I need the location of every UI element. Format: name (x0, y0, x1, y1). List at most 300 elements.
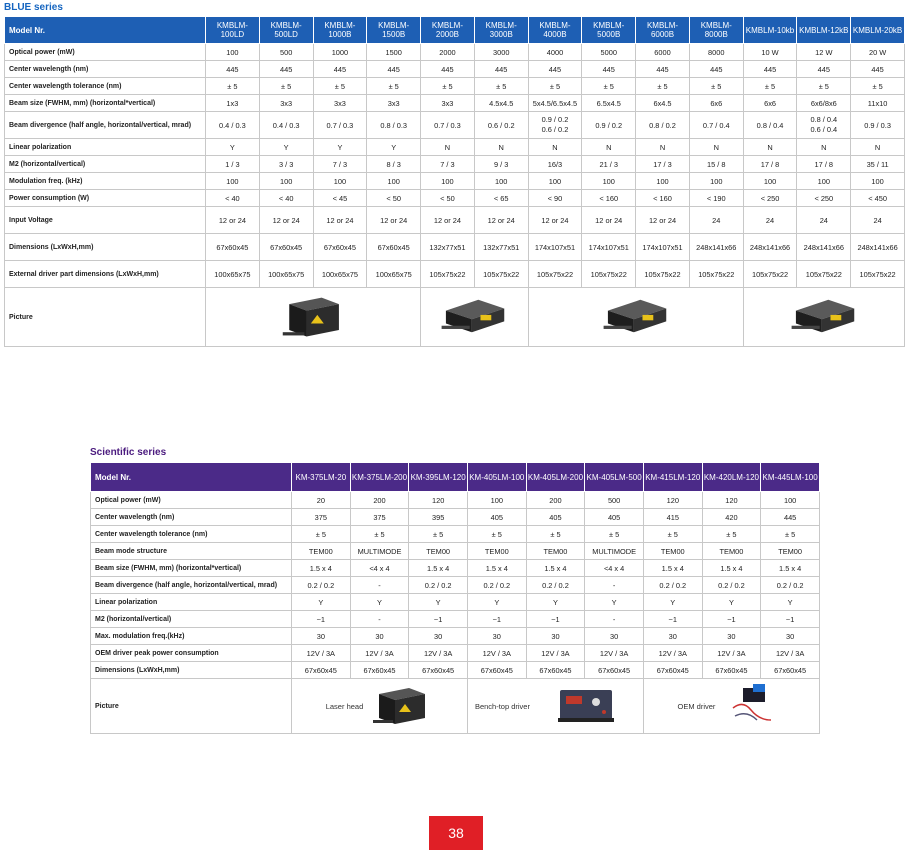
scientific-spec-cell: 30 (409, 628, 468, 645)
scientific-spec-cell: 0.2 / 0.2 (526, 577, 585, 594)
blue-row-label: Beam divergence (half angle, horizontal/vertical, mrad) (5, 112, 206, 139)
blue-spec-cell: 0.9 / 0.3 (851, 112, 905, 139)
scientific-spec-row (91, 560, 820, 577)
blue-spec-cell: 17 / 8 (743, 156, 797, 173)
scientific-spec-cell: 30 (761, 628, 820, 645)
blue-spec-cell: 12 or 24 (313, 207, 367, 234)
scientific-spec-cell: TEM00 (467, 543, 526, 560)
scientific-spec-cell: 20 (292, 492, 351, 509)
blue-spec-cell: N (421, 139, 475, 156)
blue-spec-cell: 2000 (421, 44, 475, 61)
scientific-spec-cell: 445 (761, 509, 820, 526)
scientific-model-header: KM-405LM-500 (585, 463, 644, 492)
blue-spec-cell: 6x6 (689, 95, 743, 112)
scientific-spec-row (91, 492, 820, 509)
blue-spec-cell: 5000 (582, 44, 636, 61)
blue-spec-cell: 100 (474, 173, 528, 190)
scientific-spec-cell: 30 (350, 628, 409, 645)
blue-spec-cell: 0.8 / 0.4 (743, 112, 797, 139)
blue-spec-cell: 105x75x22 (851, 261, 905, 288)
scientific-row-label: Max. modulation freq.(kHz) (91, 628, 292, 645)
bench-top-image (536, 680, 636, 732)
blue-spec-cell: 105x75x22 (797, 261, 851, 288)
blue-spec-cell: 5x4.5/6.5x4.5 (528, 95, 582, 112)
scientific-spec-cell: 100 (467, 492, 526, 509)
blue-model-header: KMBLM-1000B (313, 17, 367, 44)
blue-spec-cell: 67x60x45 (367, 234, 421, 261)
scientific-spec-cell: 120 (702, 492, 761, 509)
scientific-row-label: Center wavelength (nm) (91, 509, 292, 526)
scientific-model-header: KM-405LM-100 (467, 463, 526, 492)
blue-spec-row (5, 190, 905, 207)
blue-spec-cell: < 65 (474, 190, 528, 207)
blue-spec-cell: 100 (582, 173, 636, 190)
blue-spec-row (5, 261, 905, 288)
scientific-model-header: KM-405LM-200 (526, 463, 585, 492)
blue-spec-cell: ± 5 (851, 78, 905, 95)
blue-spec-cell: 105x75x22 (528, 261, 582, 288)
scientific-spec-cell: 67x60x45 (526, 662, 585, 679)
blue-spec-cell: 24 (797, 207, 851, 234)
scientific-spec-cell: 30 (585, 628, 644, 645)
scientific-spec-cell: 405 (526, 509, 585, 526)
scientific-spec-row (91, 594, 820, 611)
blue-spec-cell: < 160 (582, 190, 636, 207)
blue-spec-cell: < 50 (421, 190, 475, 207)
blue-spec-cell: 445 (797, 61, 851, 78)
blue-spec-cell: 500 (259, 44, 313, 61)
blue-spec-cell: 67x60x45 (206, 234, 260, 261)
blue-spec-cell: 1500 (367, 44, 421, 61)
blue-model-header: KMBLM-20kB (851, 17, 905, 44)
scientific-spec-cell: ~1 (702, 611, 761, 628)
blue-spec-cell: 12 or 24 (259, 207, 313, 234)
scientific-spec-cell: 120 (409, 492, 468, 509)
scientific-spec-cell: 67x60x45 (643, 662, 702, 679)
scientific-spec-cell: 200 (350, 492, 409, 509)
blue-spec-cell: < 160 (636, 190, 690, 207)
blue-spec-cell: 100 (797, 173, 851, 190)
blue-spec-cell: 174x107x51 (636, 234, 690, 261)
blue-spec-cell: 6.5x4.5 (582, 95, 636, 112)
blue-spec-cell: 0.8 / 0.4 0.6 / 0.4 (797, 112, 851, 139)
blue-spec-cell: 100 (743, 173, 797, 190)
scientific-spec-cell: ± 5 (292, 526, 351, 543)
scientific-model-header: KM-375LM-200 (350, 463, 409, 492)
blue-spec-cell: 174x107x51 (582, 234, 636, 261)
scientific-spec-cell: 12V / 3A (292, 645, 351, 662)
blue-spec-cell: 248x141x66 (851, 234, 905, 261)
blue-spec-cell: 35 / 11 (851, 156, 905, 173)
scientific-spec-cell: MULTIMODE (585, 543, 644, 560)
scientific-spec-cell: 30 (643, 628, 702, 645)
blue-spec-cell: 248x141x66 (743, 234, 797, 261)
blue-spec-cell: 3000 (474, 44, 528, 61)
blue-spec-cell: 445 (421, 61, 475, 78)
blue-spec-cell: 100 (851, 173, 905, 190)
blue-spec-cell: 105x75x22 (474, 261, 528, 288)
scientific-spec-cell: 1.5 x 4 (292, 560, 351, 577)
scientific-spec-cell: ~1 (292, 611, 351, 628)
blue-model-header: KMBLM-8000B (689, 17, 743, 44)
blue-spec-cell: 24 (743, 207, 797, 234)
oem-image (721, 680, 785, 732)
blue-spec-row (5, 234, 905, 261)
scientific-spec-cell: 67x60x45 (350, 662, 409, 679)
blue-row-label: Center wavelength (nm) (5, 61, 206, 78)
scientific-spec-cell: 30 (292, 628, 351, 645)
scientific-spec-row (91, 628, 820, 645)
blue-spec-cell: ± 5 (636, 78, 690, 95)
blue-spec-cell: ± 5 (689, 78, 743, 95)
blue-spec-cell: 100x65x75 (206, 261, 260, 288)
blue-spec-row (5, 139, 905, 156)
scientific-spec-cell: 375 (292, 509, 351, 526)
blue-spec-cell: 7 / 3 (313, 156, 367, 173)
scientific-spec-cell: 67x60x45 (467, 662, 526, 679)
blue-spec-cell: 12 or 24 (636, 207, 690, 234)
scientific-spec-cell: 67x60x45 (292, 662, 351, 679)
blue-spec-row (5, 112, 905, 139)
blue-spec-cell: 105x75x22 (636, 261, 690, 288)
blue-spec-cell: 1x3 (206, 95, 260, 112)
laser-module-image (278, 289, 348, 345)
scientific-spec-cell: - (585, 611, 644, 628)
blue-spec-row (5, 207, 905, 234)
blue-spec-cell: N (636, 139, 690, 156)
blue-spec-cell: 0.7 / 0.3 (313, 112, 367, 139)
scientific-spec-cell: ~1 (409, 611, 468, 628)
blue-spec-cell: 12 W (797, 44, 851, 61)
blue-spec-cell: 105x75x22 (421, 261, 475, 288)
blue-spec-cell: 248x141x66 (689, 234, 743, 261)
blue-model-header: KMBLM-2000B (421, 17, 475, 44)
scientific-spec-cell: 415 (643, 509, 702, 526)
scientific-picture-bench_top (467, 679, 643, 734)
blue-spec-cell: 0.7 / 0.4 (689, 112, 743, 139)
scientific-spec-row (91, 611, 820, 628)
blue-spec-cell: 9 / 3 (474, 156, 528, 173)
blue-spec-cell: 445 (636, 61, 690, 78)
scientific-spec-cell: ± 5 (761, 526, 820, 543)
scientific-spec-cell: TEM00 (409, 543, 468, 560)
scientific-model-header: KM-445LM-100 (761, 463, 820, 492)
scientific-spec-cell: 12V / 3A (702, 645, 761, 662)
blue-spec-cell: 8 / 3 (367, 156, 421, 173)
laser-module-image (789, 289, 859, 345)
blue-spec-cell: < 190 (689, 190, 743, 207)
blue-row-label: Center wavelength tolerance (nm) (5, 78, 206, 95)
scientific-spec-cell: 120 (643, 492, 702, 509)
blue-spec-cell: 105x75x22 (743, 261, 797, 288)
scientific-spec-cell: 12V / 3A (526, 645, 585, 662)
blue-spec-cell: < 250 (743, 190, 797, 207)
scientific-spec-cell: 405 (467, 509, 526, 526)
blue-spec-cell: 3x3 (421, 95, 475, 112)
scientific-spec-cell: ± 5 (350, 526, 409, 543)
laser-head-image (369, 680, 433, 732)
blue-spec-cell: ± 5 (259, 78, 313, 95)
blue-model-header: KMBLM-4000B (528, 17, 582, 44)
scientific-spec-cell: ~1 (761, 611, 820, 628)
blue-spec-cell: 132x77x51 (474, 234, 528, 261)
blue-product-picture (743, 288, 904, 347)
blue-spec-cell: 445 (474, 61, 528, 78)
blue-spec-row (5, 173, 905, 190)
scientific-spec-row (91, 509, 820, 526)
scientific-spec-cell: Y (526, 594, 585, 611)
blue-spec-cell: 100 (259, 173, 313, 190)
blue-spec-cell: 12 or 24 (582, 207, 636, 234)
scientific-spec-cell: - (350, 611, 409, 628)
blue-spec-cell: N (797, 139, 851, 156)
scientific-spec-cell: 0.2 / 0.2 (292, 577, 351, 594)
scientific-row-label: Dimensions (LxWxH,mm) (91, 662, 292, 679)
scientific-spec-cell: 67x60x45 (702, 662, 761, 679)
scientific-spec-cell: 30 (702, 628, 761, 645)
blue-spec-cell: < 50 (367, 190, 421, 207)
scientific-row-label: M2 (horizontal/vertical) (91, 611, 292, 628)
scientific-model-header: KM-415LM-120 (643, 463, 702, 492)
blue-spec-cell: 445 (528, 61, 582, 78)
scientific-spec-cell: Y (585, 594, 644, 611)
blue-spec-cell: Y (313, 139, 367, 156)
blue-row-label: Beam size (FWHM, mm) (horizontal*vertical) (5, 95, 206, 112)
scientific-spec-cell: 0.2 / 0.2 (409, 577, 468, 594)
blue-header-row (5, 17, 905, 44)
scientific-spec-row (91, 543, 820, 560)
blue-spec-cell: 100 (636, 173, 690, 190)
bench-top-caption: Bench-top driver (474, 701, 530, 711)
scientific-spec-cell: 405 (585, 509, 644, 526)
blue-spec-cell: N (474, 139, 528, 156)
blue-spec-row (5, 78, 905, 95)
blue-spec-cell: 11x10 (851, 95, 905, 112)
blue-spec-cell: 21 / 3 (582, 156, 636, 173)
blue-spec-cell: 3 / 3 (259, 156, 313, 173)
scientific-model-header: KM-375LM-20 (292, 463, 351, 492)
blue-spec-cell: 6x6/8x6 (797, 95, 851, 112)
blue-picture-row (5, 288, 905, 347)
scientific-spec-cell: Y (643, 594, 702, 611)
scientific-spec-cell: 395 (409, 509, 468, 526)
scientific-spec-cell: ~1 (643, 611, 702, 628)
blue-spec-cell: 100 (689, 173, 743, 190)
scientific-row-label: Beam mode structure (91, 543, 292, 560)
blue-series-title: BLUE series (4, 2, 63, 13)
scientific-row-label: Center wavelength tolerance (nm) (91, 526, 292, 543)
scientific-series-table (90, 462, 820, 734)
blue-spec-cell: 7 / 3 (421, 156, 475, 173)
scientific-spec-cell: 67x60x45 (585, 662, 644, 679)
blue-spec-cell: 0.8 / 0.3 (367, 112, 421, 139)
blue-spec-cell: 100x65x75 (367, 261, 421, 288)
scientific-model-header: KM-395LM-120 (409, 463, 468, 492)
blue-spec-cell: 67x60x45 (313, 234, 367, 261)
blue-spec-cell: 3x3 (259, 95, 313, 112)
blue-series-table (4, 16, 905, 347)
blue-spec-cell: 100 (421, 173, 475, 190)
scientific-spec-cell: 67x60x45 (409, 662, 468, 679)
blue-spec-cell: 6x6 (743, 95, 797, 112)
blue-product-picture (528, 288, 743, 347)
blue-spec-cell: 24 (689, 207, 743, 234)
blue-spec-cell: 0.4 / 0.3 (206, 112, 260, 139)
blue-spec-cell: < 250 (797, 190, 851, 207)
scientific-spec-cell: 30 (526, 628, 585, 645)
blue-spec-cell: 17 / 3 (636, 156, 690, 173)
scientific-picture-laser_head (292, 679, 468, 734)
blue-product-picture (421, 288, 529, 347)
oem-caption: OEM driver (677, 701, 716, 711)
blue-model-header: KMBLM-100LD (206, 17, 260, 44)
scientific-spec-cell: 12V / 3A (350, 645, 409, 662)
blue-spec-cell: Y (367, 139, 421, 156)
scientific-spec-cell: 100 (761, 492, 820, 509)
scientific-spec-cell: 0.2 / 0.2 (761, 577, 820, 594)
scientific-spec-cell: Y (292, 594, 351, 611)
scientific-spec-row (91, 662, 820, 679)
scientific-row-label: OEM driver peak power consumption (91, 645, 292, 662)
scientific-spec-cell: Y (409, 594, 468, 611)
blue-spec-cell: 3x3 (367, 95, 421, 112)
page-number: 38 (429, 816, 483, 850)
scientific-spec-cell: 1.5 x 4 (761, 560, 820, 577)
blue-spec-cell: 445 (206, 61, 260, 78)
blue-spec-cell: < 450 (851, 190, 905, 207)
blue-model-header: KMBLM-1500B (367, 17, 421, 44)
blue-spec-cell: 4.5x4.5 (474, 95, 528, 112)
scientific-spec-cell: 1.5 x 4 (643, 560, 702, 577)
scientific-spec-row (91, 526, 820, 543)
blue-spec-cell: 445 (582, 61, 636, 78)
blue-model-header: KMBLM-500LD (259, 17, 313, 44)
scientific-spec-cell: 1.5 x 4 (467, 560, 526, 577)
scientific-row-label: Beam size (FWHM, mm) (horizontal*vertical) (91, 560, 292, 577)
blue-model-header: KMBLM-5000B (582, 17, 636, 44)
blue-spec-cell: 67x60x45 (259, 234, 313, 261)
blue-spec-cell: ± 5 (206, 78, 260, 95)
blue-spec-cell: 12 or 24 (206, 207, 260, 234)
blue-spec-cell: ± 5 (421, 78, 475, 95)
scientific-picture-oem (643, 679, 819, 734)
blue-spec-cell: 1000 (313, 44, 367, 61)
blue-spec-cell: < 40 (259, 190, 313, 207)
blue-picture-label: Picture (5, 288, 206, 347)
scientific-spec-row (91, 577, 820, 594)
blue-row-label: Linear polarization (5, 139, 206, 156)
blue-spec-cell: N (743, 139, 797, 156)
scientific-spec-cell: TEM00 (702, 543, 761, 560)
scientific-picture-label: Picture (91, 679, 292, 734)
blue-spec-cell: N (528, 139, 582, 156)
blue-row-label: Optical power (mW) (5, 44, 206, 61)
scientific-spec-cell: 12V / 3A (761, 645, 820, 662)
scientific-spec-cell: ± 5 (467, 526, 526, 543)
blue-spec-cell: 100x65x75 (313, 261, 367, 288)
scientific-spec-cell: ~1 (467, 611, 526, 628)
laser-module-image (439, 289, 509, 345)
blue-spec-cell: ± 5 (313, 78, 367, 95)
blue-spec-cell: 0.7 / 0.3 (421, 112, 475, 139)
scientific-spec-cell: 1.5 x 4 (409, 560, 468, 577)
blue-spec-cell: ± 5 (743, 78, 797, 95)
blue-product-picture (206, 288, 421, 347)
scientific-spec-cell: <4 x 4 (350, 560, 409, 577)
blue-row-label: M2 (horizontal/vertical) (5, 156, 206, 173)
blue-spec-cell: 100x65x75 (259, 261, 313, 288)
blue-spec-cell: 0.9 / 0.2 0.6 / 0.2 (528, 112, 582, 139)
blue-spec-cell: ± 5 (474, 78, 528, 95)
scientific-spec-cell: - (350, 577, 409, 594)
laser-module-image (601, 289, 671, 345)
blue-row-label: Power consumption (W) (5, 190, 206, 207)
scientific-spec-cell: 200 (526, 492, 585, 509)
blue-spec-row (5, 156, 905, 173)
scientific-spec-cell: ± 5 (702, 526, 761, 543)
scientific-spec-cell: 67x60x45 (761, 662, 820, 679)
blue-spec-cell: 132x77x51 (421, 234, 475, 261)
scientific-spec-cell: ~1 (526, 611, 585, 628)
blue-spec-cell: Y (206, 139, 260, 156)
blue-spec-cell: 16/3 (528, 156, 582, 173)
blue-spec-cell: 0.6 / 0.2 (474, 112, 528, 139)
scientific-spec-cell: 30 (467, 628, 526, 645)
blue-spec-cell: 6000 (636, 44, 690, 61)
scientific-model-header: KM-420LM-120 (702, 463, 761, 492)
blue-spec-cell: 445 (851, 61, 905, 78)
scientific-spec-cell: 1.5 x 4 (526, 560, 585, 577)
scientific-spec-cell: TEM00 (643, 543, 702, 560)
blue-spec-cell: N (582, 139, 636, 156)
blue-spec-cell: 445 (743, 61, 797, 78)
blue-spec-cell: 445 (689, 61, 743, 78)
blue-spec-cell: 4000 (528, 44, 582, 61)
blue-spec-cell: 100 (528, 173, 582, 190)
scientific-spec-cell: 12V / 3A (467, 645, 526, 662)
blue-model-header: KMBLM-6000B (636, 17, 690, 44)
scientific-row-label: Optical power (mW) (91, 492, 292, 509)
blue-row-label: Modulation freq. (kHz) (5, 173, 206, 190)
blue-model-header: KMBLM-3000B (474, 17, 528, 44)
blue-spec-cell: 12 or 24 (367, 207, 421, 234)
blue-spec-cell: 12 or 24 (474, 207, 528, 234)
blue-spec-cell: 174x107x51 (528, 234, 582, 261)
scientific-picture-row (91, 679, 820, 734)
scientific-row-label: Linear polarization (91, 594, 292, 611)
scientific-spec-cell: 375 (350, 509, 409, 526)
blue-row-label: External driver part dimensions (LxWxH,mm) (5, 261, 206, 288)
blue-spec-cell: N (851, 139, 905, 156)
scientific-spec-cell: 1.5 x 4 (702, 560, 761, 577)
scientific-spec-cell: 12V / 3A (585, 645, 644, 662)
blue-spec-cell: Y (259, 139, 313, 156)
scientific-spec-cell: TEM00 (526, 543, 585, 560)
blue-spec-cell: 105x75x22 (689, 261, 743, 288)
scientific-row-label: Beam divergence (half angle, horizontal/vertical, mrad) (91, 577, 292, 594)
blue-spec-cell: 12 or 24 (528, 207, 582, 234)
blue-spec-cell: < 45 (313, 190, 367, 207)
laser-head-caption: Laser head (325, 701, 364, 711)
blue-spec-cell: ± 5 (797, 78, 851, 95)
scientific-spec-cell: ± 5 (409, 526, 468, 543)
blue-spec-cell: 248x141x66 (797, 234, 851, 261)
blue-spec-cell: 445 (259, 61, 313, 78)
blue-spec-cell: 1 / 3 (206, 156, 260, 173)
blue-spec-cell: 445 (313, 61, 367, 78)
scientific-spec-cell: ± 5 (585, 526, 644, 543)
scientific-spec-cell: TEM00 (292, 543, 351, 560)
